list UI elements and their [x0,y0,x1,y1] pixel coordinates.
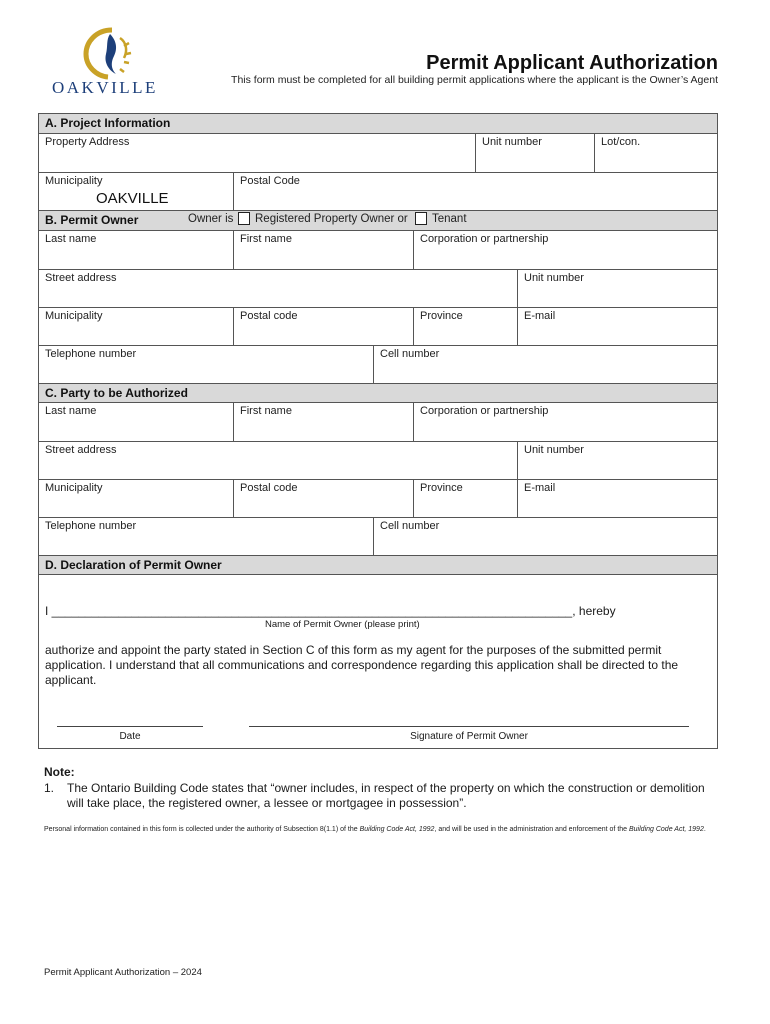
property-address-field[interactable] [39,134,475,172]
lot-con-label: Lot/con. [601,136,641,148]
a-postal-code-label: Postal Code [240,175,300,187]
declaration-name-caption: Name of Permit Owner (please print) [265,619,420,630]
section-a-heading: A. Project Information [45,116,171,130]
a-municipality-label: Municipality [45,175,103,187]
b-postal-code-label: Postal code [240,310,298,322]
c-cell-field[interactable] [373,518,717,555]
c-last-name-field[interactable] [39,403,233,441]
c-postal-code-field[interactable] [233,480,413,517]
privacy-act-1: Building Code Act, 1992 [359,826,435,833]
section-c-header [39,383,717,402]
privacy-text-1: Personal information contained in this form is collected under the authority of Subsection 8(1.1) of the [44,826,360,833]
tenant-label: Tenant [432,213,467,225]
c-postal-code-label: Postal code [240,482,298,494]
a-unit-number-field[interactable] [475,134,594,172]
note-number: 1. [44,781,55,795]
lot-con-field[interactable] [594,134,717,172]
property-address-label: Property Address [45,136,130,148]
b-cell-label: Cell number [380,348,440,360]
signature-caption: Signature of Permit Owner [410,731,528,742]
note-text: The Ontario Building Code states that “owner includes, in respect of the property on which the construction or demolition will take place, the registered owner, a lessee or mortgagee in possession”. [67,781,705,810]
b-province-field[interactable] [413,308,517,345]
privacy-statement [44,824,724,835]
b-postal-code-field[interactable] [233,308,413,345]
b-street-address-field[interactable] [39,270,517,307]
section-b-header [39,210,717,230]
page-subtitle: This form must be completed for all building permit applications where the applicant is the Owner’s Agent [231,74,718,86]
date-caption: Date [119,731,141,742]
b-telephone-label: Telephone number [45,348,137,360]
c-email-field[interactable] [517,480,717,517]
section-c-row-phone [39,517,717,555]
c-municipality-field[interactable] [39,480,233,517]
c-first-name-field[interactable] [233,403,413,441]
c-street-address-field[interactable] [39,442,517,479]
c-corporation-field[interactable] [413,403,717,441]
privacy-text-3: . [703,826,706,833]
registered-owner-checkbox[interactable] [238,212,250,225]
b-corporation-field[interactable] [413,231,717,269]
page-title: Permit Applicant Authorization [426,52,718,74]
b-municipality-field[interactable] [39,308,233,345]
b-last-name-label: Last name [45,233,97,245]
c-province-label: Province [420,482,463,494]
section-b-row-location [39,307,717,345]
b-municipality-label: Municipality [45,310,103,322]
section-a-row-address [39,133,717,172]
section-c-row-location [39,479,717,517]
c-telephone-field[interactable] [39,518,373,555]
b-first-name-field[interactable] [233,231,413,269]
b-unit-number-field[interactable] [517,270,717,307]
note-heading: Note: [44,765,75,779]
tenant-checkbox[interactable] [415,212,427,225]
b-street-address-label: Street address [45,272,117,284]
section-c-heading: C. Party to be Authorized [45,386,188,400]
section-d-heading: D. Declaration of Permit Owner [45,558,222,572]
section-c-row-names [39,402,717,441]
section-a-header [39,114,717,133]
section-d-header [39,555,717,574]
privacy-text-2: , and will be used in the administration and enforcement of the [434,826,629,833]
c-email-label: E-mail [524,482,556,494]
section-c-row-street [39,441,717,479]
b-last-name-field[interactable] [39,231,233,269]
registered-owner-label: Registered Property Owner or [255,213,408,225]
b-province-label: Province [420,310,463,322]
c-unit-number-field[interactable] [517,442,717,479]
privacy-act-2: Building Code Act, 1992 [629,826,704,833]
c-last-name-label: Last name [45,405,97,417]
owner-is-label: Owner is [188,213,234,225]
c-street-address-label: Street address [45,444,117,456]
a-municipality-value: OAKVILLE [96,190,169,207]
b-telephone-field[interactable] [39,346,373,383]
date-signature-line[interactable] [57,726,203,727]
a-municipality-field[interactable] [39,173,233,210]
b-first-name-label: First name [240,233,292,245]
logo-wordmark: OAKVILLE [52,78,158,97]
c-cell-label: Cell number [380,520,440,532]
section-d-divider [39,574,717,575]
section-b-row-street [39,269,717,307]
c-province-field[interactable] [413,480,517,517]
section-b-row-phone [39,345,717,383]
permit-form [38,113,718,749]
c-corporation-label: Corporation or partnership [420,405,549,417]
declaration-paragraph: authorize and appoint the party stated in Section C of this form as my agent for the purposes of the submitted permit application. I understand that all communications and correspondence regarding this application shall be directed to the applicant. [45,643,679,687]
b-cell-field[interactable] [373,346,717,383]
b-email-label: E-mail [524,310,556,322]
b-email-field[interactable] [517,308,717,345]
a-postal-code-field[interactable] [233,173,717,210]
c-telephone-label: Telephone number [45,520,137,532]
owner-signature-line[interactable] [249,726,689,727]
section-b-row-names [39,230,717,269]
b-unit-number-label: Unit number [524,272,584,284]
section-b-heading: B. Permit Owner [45,213,139,227]
declaration-name-line[interactable]: I ______________________________________________________________________________, hereby [45,604,616,618]
c-unit-number-label: Unit number [524,444,584,456]
b-corporation-label: Corporation or partnership [420,233,549,245]
c-first-name-label: First name [240,405,292,417]
section-a-row-municipality [39,172,717,210]
a-unit-number-label: Unit number [482,136,542,148]
page-footer: Permit Applicant Authorization – 2024 [44,967,202,978]
c-municipality-label: Municipality [45,482,103,494]
